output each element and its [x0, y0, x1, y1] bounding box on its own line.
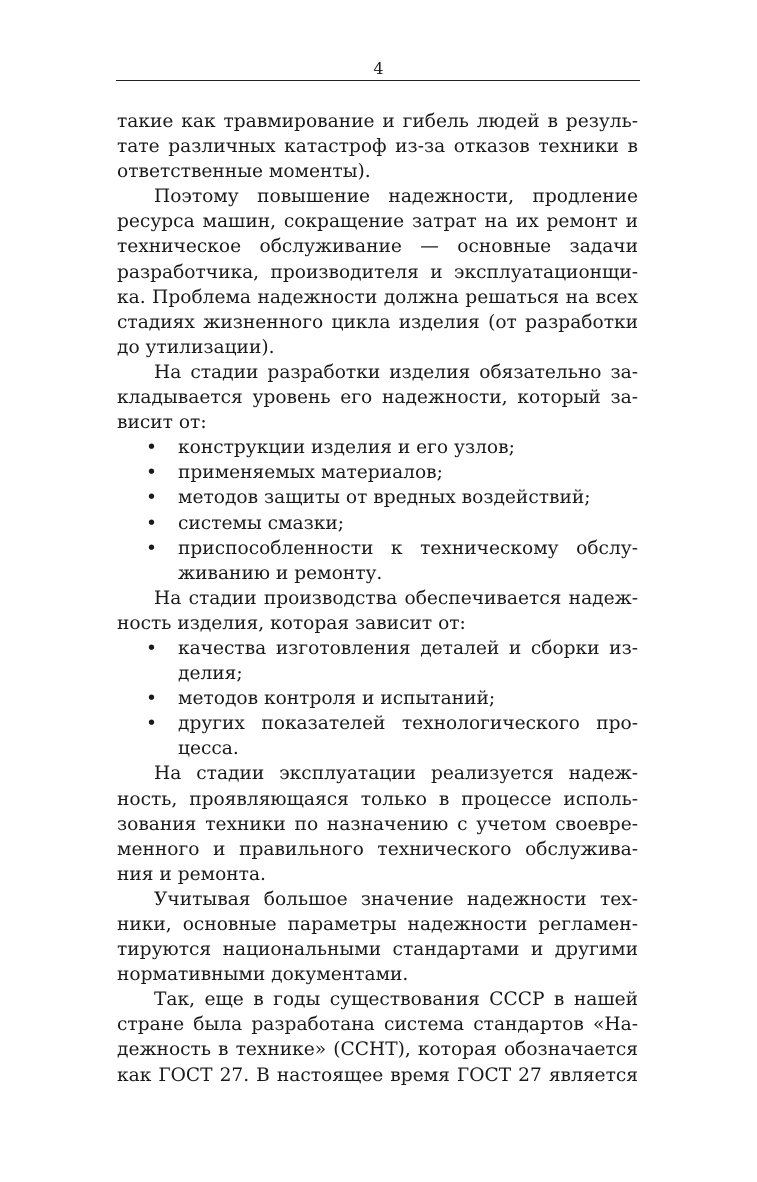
text-line-content: На стадии производства обеспечивается надеж-	[154, 587, 638, 609]
text-line	[117, 435, 638, 460]
header-rule	[116, 80, 640, 81]
text-line	[117, 234, 638, 259]
text-line	[117, 1063, 638, 1088]
text-line-content: живанию и ремонту.	[178, 562, 383, 584]
text-line-content: Учитывая большое значение надежности тех-	[154, 888, 638, 910]
bullet-icon: •	[146, 437, 157, 459]
text-line-content: ность изделия, которая зависит от:	[117, 612, 466, 634]
text-line	[117, 561, 638, 586]
text-line	[117, 536, 638, 561]
text-line	[117, 912, 638, 937]
text-line-content: ка. Проблема надежности должна решаться на всех	[117, 286, 638, 308]
bullet-icon: •	[146, 688, 157, 710]
bullet-icon: •	[146, 537, 157, 559]
text-line-content: тируются национальными стандартами и другими	[117, 939, 638, 961]
text-line	[117, 837, 638, 862]
bullet-icon: •	[146, 462, 157, 484]
text-line	[117, 285, 638, 310]
text-line	[117, 184, 638, 209]
text-line	[117, 611, 638, 636]
text-line-content: дежность в технике» (ССНТ), которая обозначается	[117, 1039, 638, 1061]
text-line	[117, 686, 638, 711]
text-line	[117, 887, 638, 912]
text-line-content: тате различных катастроф из-за отказов техники в	[117, 136, 638, 158]
text-line-content: Поэтому повышение надежности, продление	[154, 186, 638, 208]
text-line-content: как ГОСТ 27. В настоящее время ГОСТ 27 является	[117, 1064, 638, 1086]
text-line-content: стране была разработана система стандартов «На-	[117, 1014, 638, 1036]
text-line	[117, 586, 638, 611]
text-line-content: стадиях жизненного цикла изделия (от разработки	[117, 311, 638, 333]
text-line	[117, 410, 638, 435]
bullet-icon: •	[146, 487, 157, 509]
text-line-content: разработчика, производителя и эксплуатационщи-	[117, 261, 638, 283]
text-line	[117, 987, 638, 1012]
text-line-content: менного и правильного технического обслужива-	[117, 838, 638, 860]
text-line	[117, 862, 638, 887]
text-line	[117, 134, 638, 159]
bullet-icon: •	[146, 713, 157, 735]
text-line	[117, 1037, 638, 1062]
text-line-content: конструкции изделия и его узлов;	[178, 437, 515, 459]
text-line-content: висит от:	[117, 412, 207, 434]
text-line	[117, 812, 638, 837]
text-line-content: ответственные моменты).	[117, 161, 371, 183]
text-line-content: методов контроля и испытаний;	[178, 688, 496, 710]
text-line-content: Так, еще в годы существования СССР в нашей	[154, 989, 638, 1011]
body-text	[117, 109, 638, 1088]
text-line-content: ность, проявляющаяся только в процессе исполь-	[117, 788, 638, 810]
text-line-content: На стадии разработки изделия обязательно за-	[154, 361, 638, 383]
text-line	[117, 711, 638, 736]
text-line	[117, 661, 638, 686]
bullet-icon: •	[146, 512, 157, 534]
text-line	[117, 761, 638, 786]
bullet-icon: •	[146, 637, 157, 659]
text-line	[117, 937, 638, 962]
text-line-content: техническое обслуживание — основные задачи	[117, 236, 638, 258]
text-line-content: На стадии эксплуатации реализуется надеж-	[154, 763, 638, 785]
text-line-content: системы смазки;	[178, 512, 345, 534]
text-line-content: зования техники по назначению с учетом своевре-	[117, 813, 638, 835]
text-line	[117, 159, 638, 184]
text-line	[117, 109, 638, 134]
text-line-content: методов защиты от вредных воздействий;	[178, 487, 591, 509]
text-line-content: до утилизации).	[117, 336, 275, 358]
text-line-content: других показателей технологического про-	[178, 713, 638, 735]
text-line	[117, 962, 638, 987]
text-line-content: качества изготовления деталей и сборки из-	[178, 637, 638, 659]
text-line	[117, 511, 638, 536]
text-line-content: делия;	[178, 663, 243, 685]
text-line-content: кладывается уровень его надежности, который за-	[117, 387, 638, 409]
text-line-content: нормативными документами.	[117, 964, 409, 986]
text-line-content: ники, основные параметры надежности регламен-	[117, 914, 638, 935]
text-line	[117, 385, 638, 410]
text-line-content: приспособленности к техническому обслу-	[178, 537, 638, 559]
text-line	[117, 787, 638, 812]
text-line-content: применяемых материалов;	[178, 462, 443, 484]
text-line	[117, 736, 638, 761]
page-number: 4	[373, 59, 384, 78]
text-line	[117, 335, 638, 360]
text-line	[117, 360, 638, 385]
text-line-content: такие как травмирование и гибель людей в резуль-	[117, 111, 638, 132]
text-line-content: ресурса машин, сокращение затрат на их ремонт и	[117, 211, 638, 233]
text-line	[117, 310, 638, 335]
text-line-content: ния и ремонта.	[117, 863, 266, 885]
text-line	[117, 260, 638, 285]
text-line	[117, 209, 638, 234]
text-line-content: цесса.	[178, 738, 239, 760]
text-line	[117, 636, 638, 661]
text-line	[117, 460, 638, 485]
text-line	[117, 485, 638, 510]
text-line	[117, 1012, 638, 1037]
